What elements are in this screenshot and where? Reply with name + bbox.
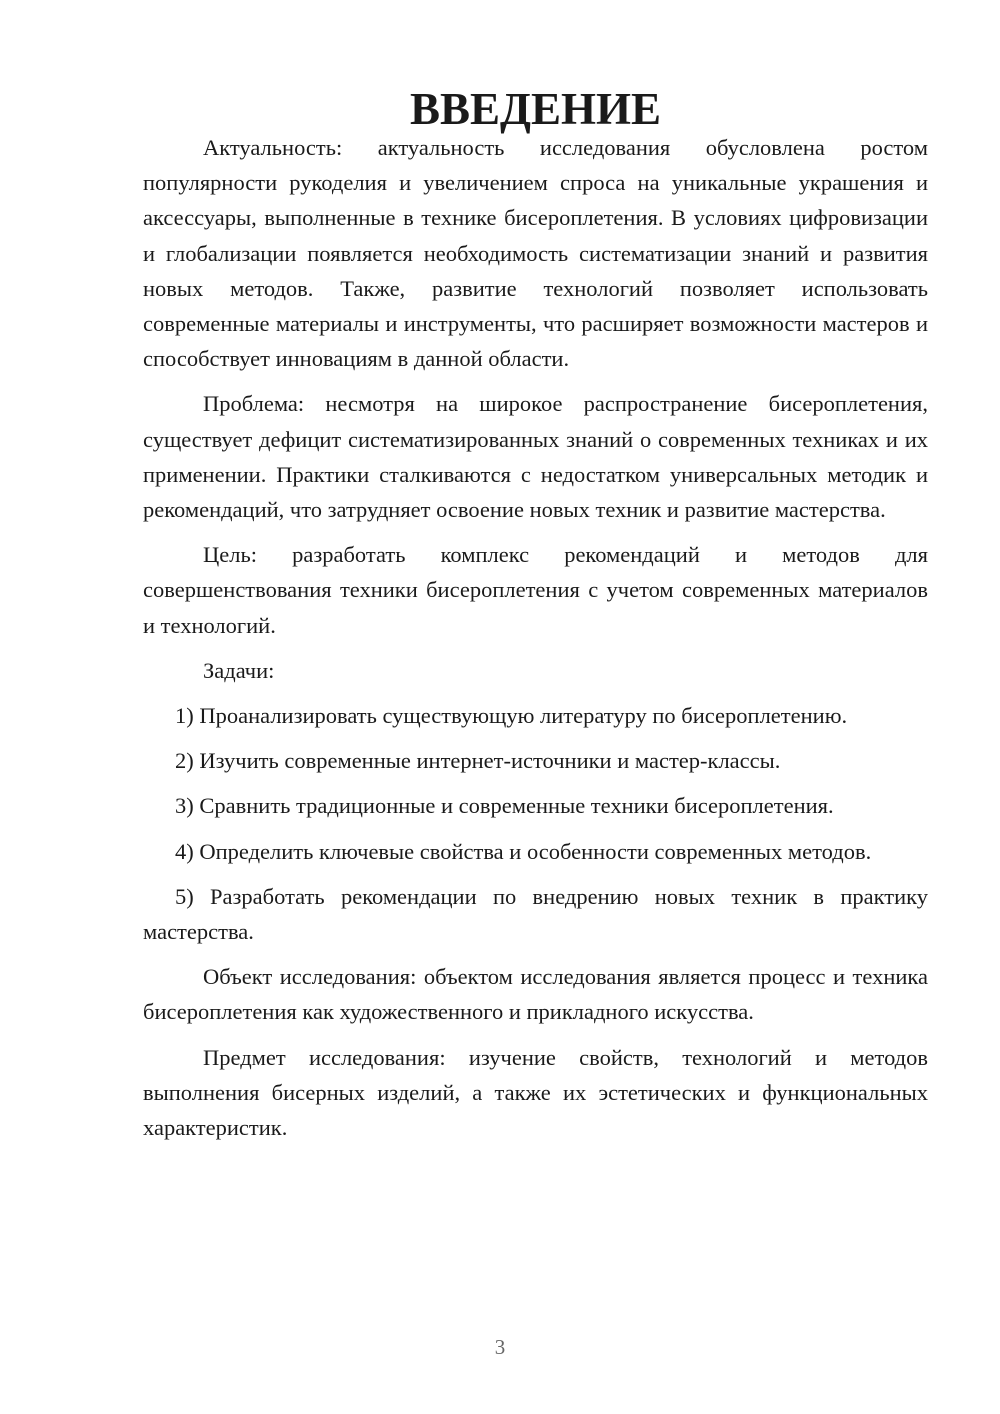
tasks-label: Задачи: — [203, 657, 275, 683]
document-page — [143, 84, 928, 1155]
tasks-list — [143, 698, 928, 949]
task-item: 2) Изучить современные интернет-источники и мастер-классы. — [175, 748, 781, 774]
paragraph-relevance: Актуальность: актуальность исследования обусловлена ростом популярности рукоделия и увеличением спроса на уникальные украшения и аксессуары, выполненные в технике бисероплетения. В условиях цифровизации и глобализации появляется необходимость систематизации знаний и развития новых методов. Также, развитие технологий позволяет использовать современные материалы и инструменты, что расширяет возможности мастеров и способствует инновациям в данной области. — [143, 135, 928, 372]
task-item: 5) Разработать рекомендации по внедрению новых техник в практику мастерства. — [143, 883, 928, 945]
page-heading: ВВЕДЕНИЕ — [409, 84, 662, 134]
paragraph-problem: Проблема: несмотря на широкое распространение бисероплетения, существует дефицит систематизированных знаний о современных техниках и их применении. Практики сталкиваются с недостатком универсальных методик и рекомендаций, что затрудняет освоение новых техник и развитие мастерства. — [143, 391, 928, 523]
task-item: 4) Определить ключевые свойства и особенности современных методов. — [175, 838, 872, 864]
task-item: 1) Проанализировать существующую литературу по бисероплетению. — [175, 703, 848, 729]
paragraph-goal: Цель: разработать комплекс рекомендаций и методов для совершенствования техники бисероплетения с учетом современных материалов и технологий. — [143, 542, 928, 638]
task-item: 3) Сравнить традиционные и современные техники бисероплетения. — [175, 793, 834, 819]
paragraph-subject: Предмет исследования: изучение свойств, технологий и методов выполнения бисерных изделий, а также их эстетических и функциональных характеристик. — [143, 1044, 928, 1141]
paragraph-object: Объект исследования: объектом исследования является процесс и техника бисероплетения как художественного и прикладного искусства. — [143, 964, 928, 1025]
page-number: 3 — [494, 1335, 506, 1359]
